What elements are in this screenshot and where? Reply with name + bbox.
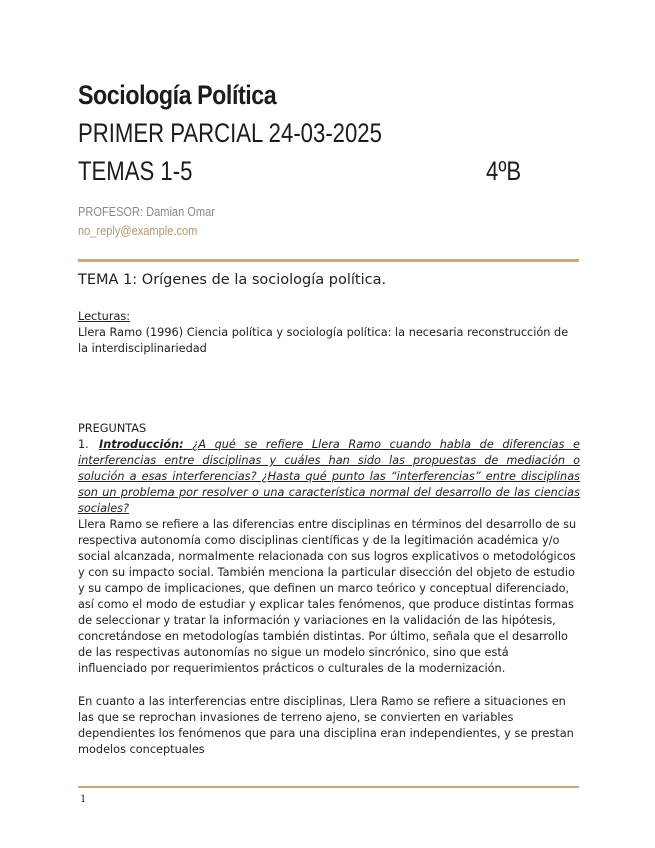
answer-paragraph-1: Llera Ramo se refiere a las diferencias entre disciplinas en términos del desarrollo de su respectiva autonomía como disciplinas científicas y de la legitimación académica y/o social alcanzada, normalmente relacionada con sus logros explicativos o metodológicos y con su impacto social. También menciona la particular disección del objeto de estudio y su campo de implicaciones, que definen un marco teórico y conceptual diferenciado, así como el modo de estudiar y explicar tales fenómenos, que produce distintas formas de seleccionar y tratar la información y variaciones en la validación de las hipótesis, concretándose en metodologías también distintas. Por último, señala que el desarrollo de las respectivas autonomías no sigue un modelo sincrónico, sino que está influenciado por requerimientos prácticos o culturales de la modernización. (78, 518, 577, 675)
header-divider (78, 259, 579, 262)
footer-divider (78, 786, 579, 788)
professor-email: no_reply@example.com (78, 223, 198, 238)
theme-heading: TEMA 1: Orígenes de la sociología política. (78, 272, 387, 288)
answer-paragraph-2: En cuanto a las interferencias entre disciplinas, Llera Ramo se refiere a situaciones en las que se reprochan invasiones de terreno ajeno, se convierten en variables dependientes los fenómenos que para una disciplina eran independientes, y se prestan modelos conceptuales (78, 695, 574, 756)
question-intro: Introducción: (99, 438, 184, 451)
professor-name: PROFESOR: Damian Omar (78, 204, 215, 219)
document-title: Sociología Política (78, 80, 277, 110)
group-label: 4ºB (486, 156, 522, 186)
exam-heading: PRIMER PARCIAL 24-03-2025 (78, 118, 382, 148)
readings-label: Lecturas: (78, 310, 131, 323)
question-1 (78, 437, 580, 517)
question-text: ¿A qué se refiere Llera Ramo cuando habla de diferencias e interferencias entre disciplinas y cuáles han sido las propuestas de mediación o solución a esas interferencias? ¿Hasta qué punto las “interferencias” entre disciplinas son un problema por resolver o una característica normal del desarrollo de las ciencias sociales? (78, 438, 580, 515)
questions-label: PREGUNTAS (78, 422, 147, 435)
page-number: 1 (80, 791, 86, 805)
topics-heading: TEMAS 1-5 (78, 156, 193, 186)
readings-text: Llera Ramo (1996) Ciencia política y sociología política: la necesaria reconstrucción de la interdisciplinariedad (78, 326, 569, 355)
question-number: 1. (78, 438, 89, 451)
